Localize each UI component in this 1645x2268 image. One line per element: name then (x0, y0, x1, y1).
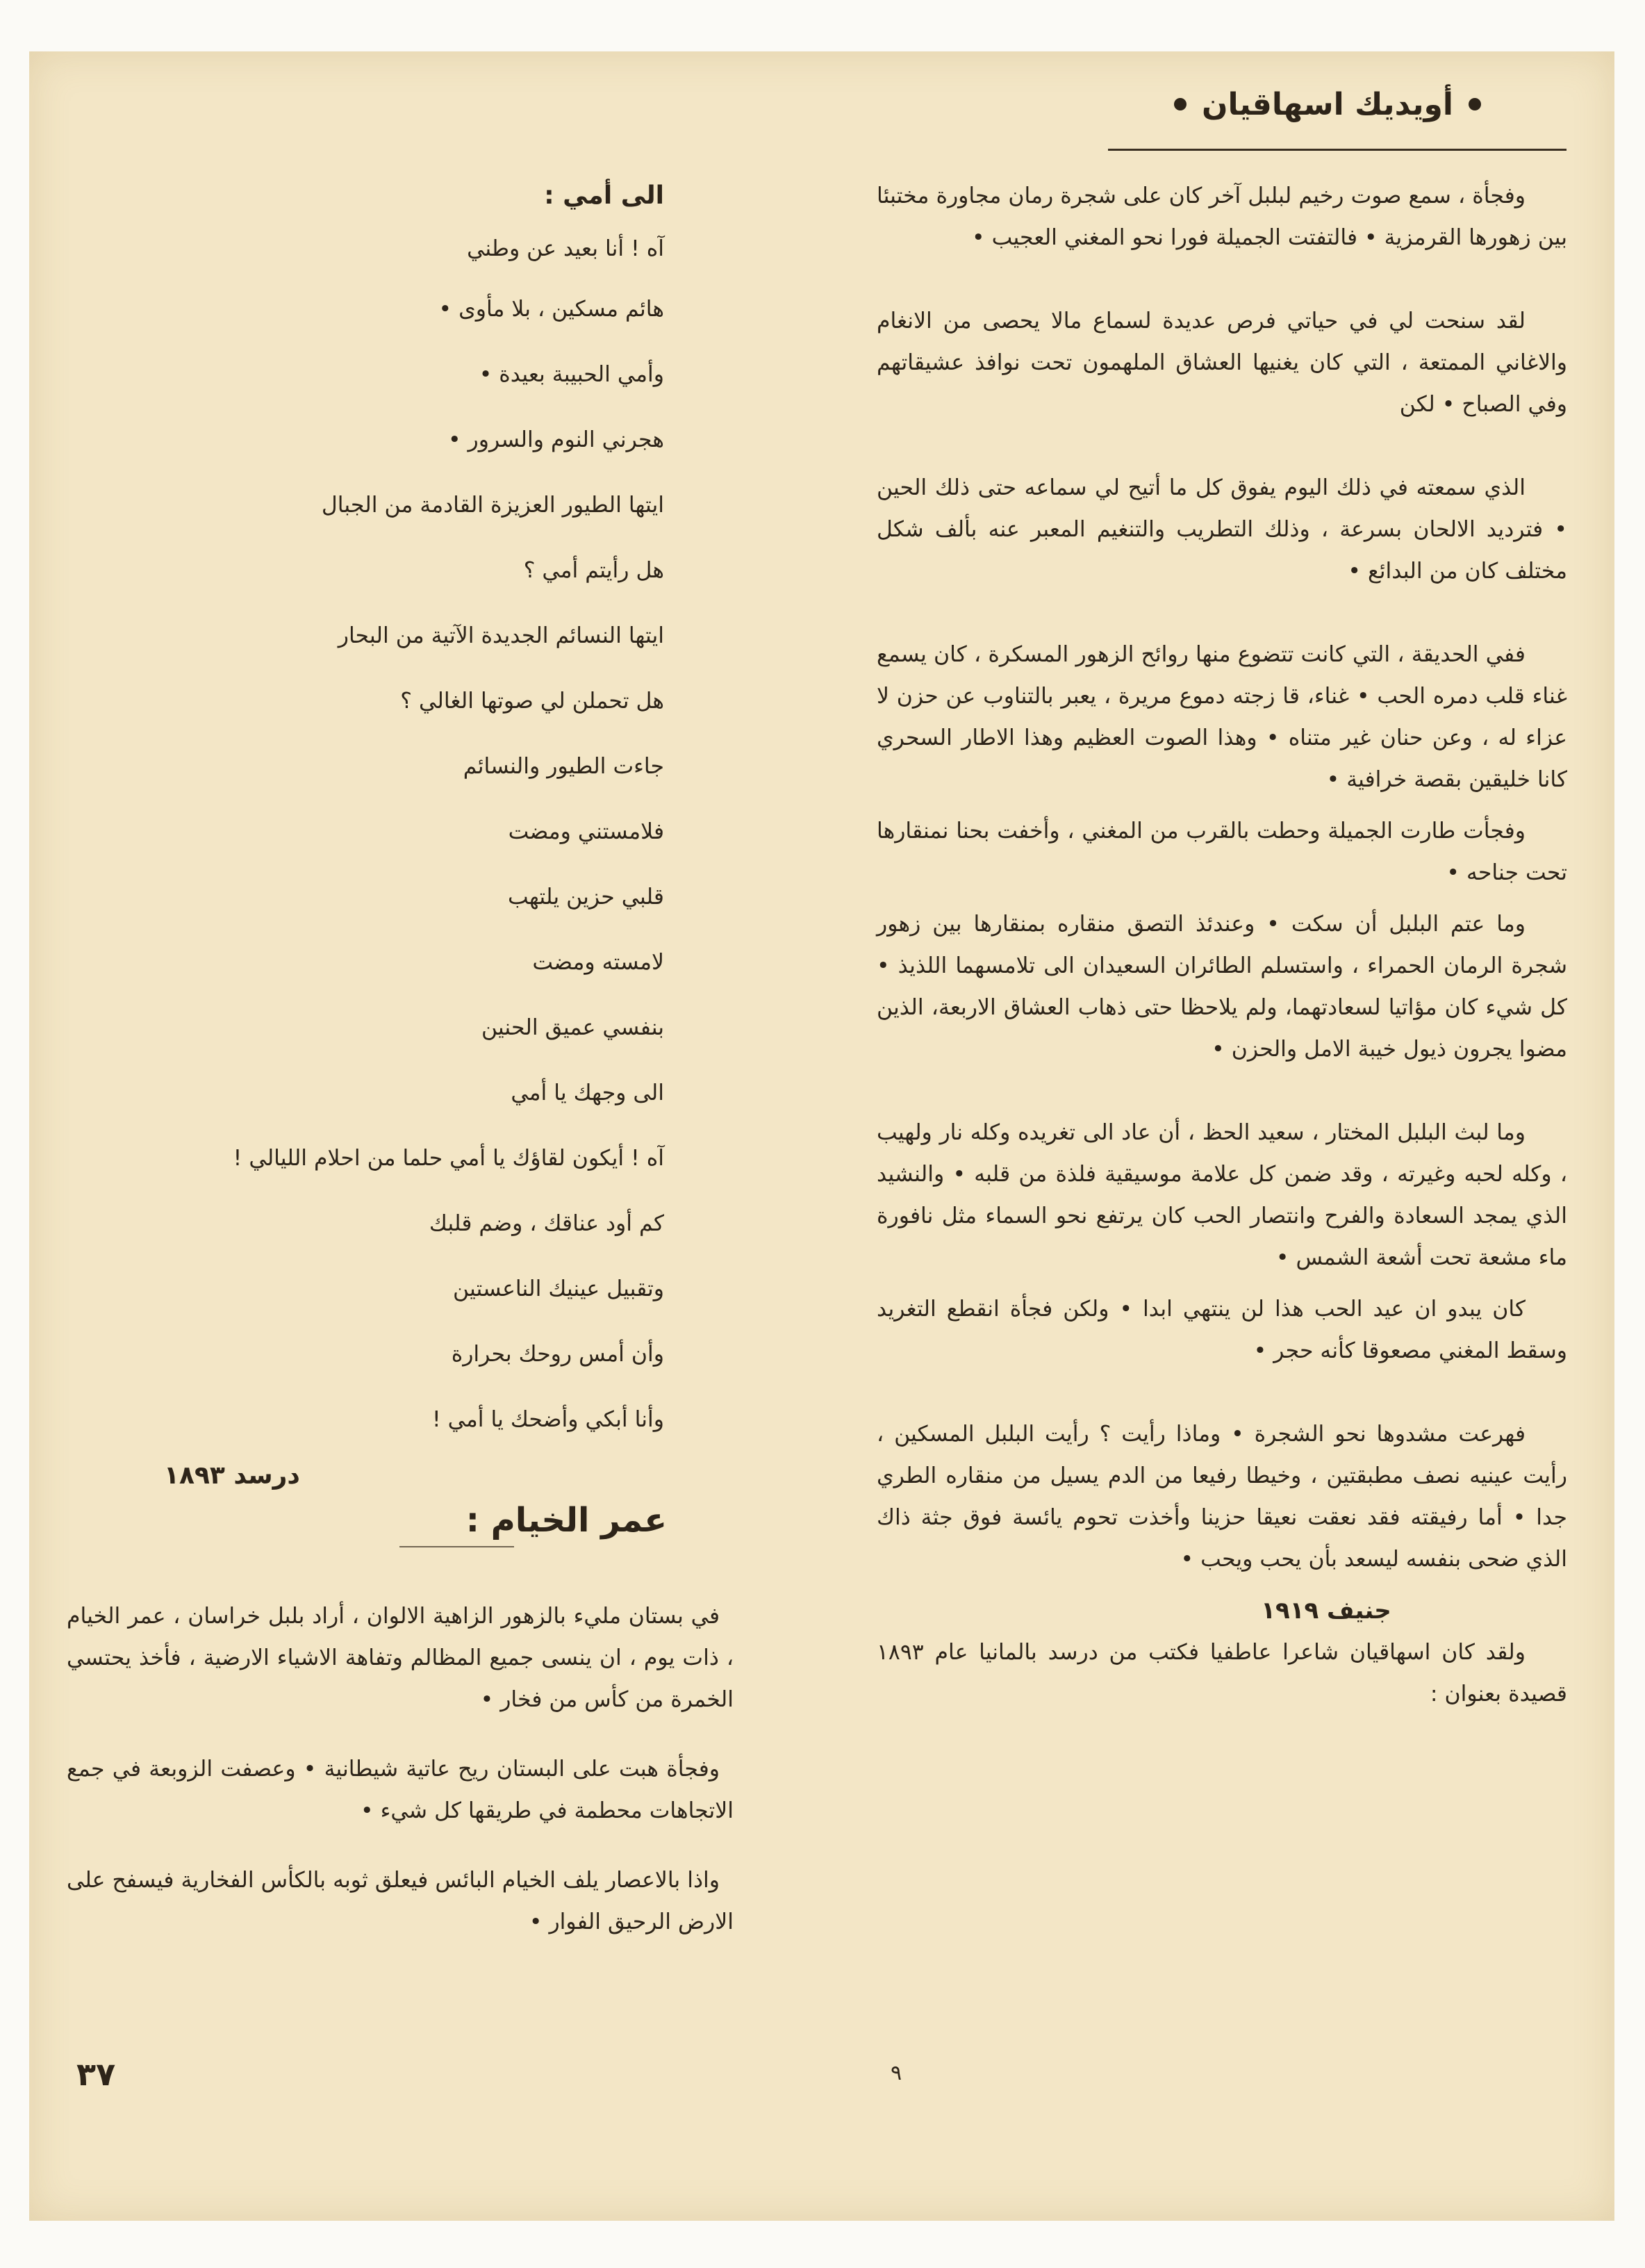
closing-paragraph: ولقد كان اسهاقيان شاعرا عاطفيا فكتب من درسد بالمانيا عام ١٨٩٣ قصيدة بعنوان : (877, 1640, 1567, 1707)
paragraph: فهرعت مشدوها نحو الشجرة • وماذا رأيت ؟ رأيت البلبل المسكين ، رأيت عينيه نصف مطبقتين ، وخيطا رفيعا من الدم يسيل من منقاره الطري جدا • أما رفيقته فقد نعقت نعيقا حزينا وأخذت تحوم يائسة فوق جثة ذاك الذي ضحى بنفسه ليسعد بأن يحب ويحب • (877, 1422, 1567, 1572)
article-header (1174, 83, 1584, 125)
poem-line: هجرني النوم والسرور • (447, 427, 664, 452)
poem-line: ايتها النسائم الجديدة الآتية من البحار (338, 623, 664, 648)
footer-mark: ٩ (891, 2061, 902, 2085)
poem-line: هائم مسكين ، بلا مأوى • (438, 297, 664, 322)
poem (67, 175, 664, 1497)
paragraph: ففي الحديقة ، التي كانت تتضوع منها روائح الزهور المسكرة ، كان يسمع غناء قلب دمره الحب • غناء، قا زجته دموع مريرة ، يعبر بالتناوب عن حزن لا عزاء له ، وعن حنان غير متناه • وهذا الصوت العظيم وهذا الاطار السحري كانا خليقين بقصة خرافية • (877, 642, 1567, 792)
poem-line: جاءت الطيور والنسائم (463, 754, 664, 779)
poem-line: كم أود عناقك ، وضم قلبك (429, 1211, 664, 1236)
paragraph: واذا بالاعصار يلف الخيام البائس فيعلق ثوبه بالكأس الفخارية فيسفح على الارض الرحيق الفوار • (67, 1868, 734, 1934)
section-title: عمر الخيام : (465, 1501, 667, 1540)
poem-line: وأمي الحبيبة بعيدة • (479, 362, 664, 387)
poem-line: الى وجهك يا أمي (511, 1080, 664, 1106)
article-title: أويديك اسهاقيان (1202, 86, 1453, 122)
poem-line: فلامستني ومضت (508, 819, 664, 844)
paragraph: في بستان مليء بالزهور الزاهية الالوان ، أراد بلبل خراسان ، عمر الخيام ، ذات يوم ، ان ينسى جميع المظالم وتفاهة الاشياء الارضية ، فأخذ يحتسي الخمرة من كأس من فخار • (67, 1604, 734, 1712)
khayyam-section (67, 1595, 734, 1971)
poem-line: وأن أمس روحك بحرارة (451, 1342, 664, 1367)
page-number: ٣٧ (76, 2055, 116, 2093)
poem-line: وأنا أبكي وأضحك يا أمي ! (431, 1407, 664, 1432)
poem-line: ايتها الطيور العزيزة القادمة من الجبال (321, 493, 664, 518)
poem-title: الى أمي : (544, 181, 664, 210)
poem-line: بنفسي عميق الحنين (481, 1015, 664, 1040)
paragraph: لقد سنحت لي في حياتي فرص عديدة لسماع مالا يحصى من الانغام والاغاني الممتعة ، التي كان يغنيها العشاق الملهمون تحت نوافذ عشيقاتهم وفي الصباح • لكن (877, 309, 1567, 417)
poem-line: قلبي حزين يلتهب (507, 885, 664, 910)
paragraph: وفجأة هبت على البستان ريح عاتية شيطانية • وعصفت الزوبعة في جمع الاتجاهات محطمة في طريقها كل شيء • (67, 1757, 734, 1823)
poem-line: لامسته ومضت (532, 950, 664, 975)
header-rule (1108, 149, 1567, 151)
paragraph: الذي سمعته في ذلك اليوم يفوق كل ما أتيح لي سماعه حتى ذلك الحين • فترديد الالحان بسرعة ، وذلك التطريب والتنغيم المعبر عنه بألف شكل مختلف كان من البدائع • (877, 475, 1567, 584)
title-underline (399, 1546, 514, 1547)
paragraph: كان يبدو ان عيد الحب هذا لن ينتهي ابدا • ولكن فجأة انقطع التغريد وسقط المغني مصعوقا كأنه حجر • (877, 1297, 1567, 1363)
poem-line: هل تحملن لي صوتها الغالي ؟ (400, 689, 664, 714)
paragraph: وما لبث البلبل المختار ، سعيد الحظ ، أن عاد الى تغريده وكله نار ولهيب ، وكله لحبه وغيرته ، وقد ضمن كل علامة موسيقية فلذة من قلبه • والنشيد الذي يمجد السعادة والفرح وانتصار الحب كان يرتفع نحو السماء مثل نافورة ماء مشعة تحت أشعة الشمس • (877, 1120, 1567, 1270)
paragraph: وفجأة ، سمع صوت رخيم لبلبل آخر كان على شجرة رمان مجاورة مختبئا بين زهورها القرمزية • فالتفتت الجميلة فورا نحو المغني العجيب • (877, 183, 1567, 250)
dateline: جنيف ١٩١٩ (1261, 1597, 1391, 1625)
poem-signature: درسد ١٨٩٣ (164, 1461, 300, 1490)
paragraph: وما عتم البلبل أن سكت • وعندئذ التصق منقاره بمنقارها بين زهور شجرة الرمان الحمراء ، واستسلم الطائران السعيدان الى تلامسهما اللذيذ • كل شيء كان مؤاتيا لسعادتهما، ولم يلاحظا حتى ذهاب العشاق الاربعة، الذين مضوا يجرون ذيول خيبة الامل والحزن • (877, 912, 1567, 1062)
bullet-icon (1174, 98, 1187, 110)
right-column (877, 175, 1567, 1725)
bullet-icon (1469, 98, 1481, 110)
poem-line: وتقبيل عينيك الناعستين (452, 1276, 664, 1301)
poem-line: آه ! أيكون لقاؤك يا أمي حلما من احلام الليالي ! (233, 1146, 664, 1171)
poem-line: هل رأيتم أمي ؟ (523, 558, 664, 583)
poem-line: آه ! أنا بعيد عن وطني (467, 236, 664, 261)
paragraph: وفجأت طارت الجميلة وحطت بالقرب من المغني ، وأخفت بحنا نمنقارها تحت جناحه • (877, 819, 1567, 885)
